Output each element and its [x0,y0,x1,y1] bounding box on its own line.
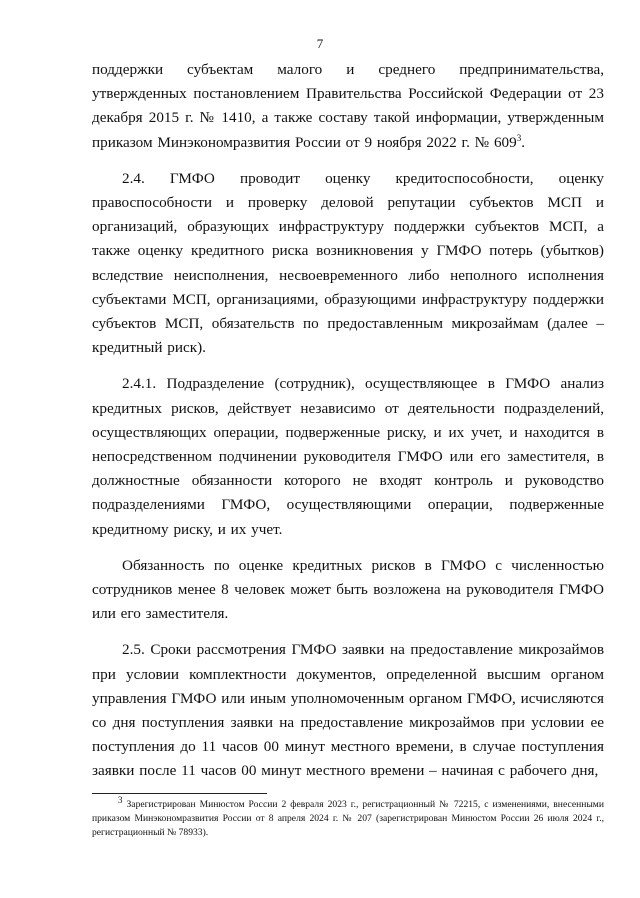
footnote-reference[interactable]: 3 [516,132,522,143]
paragraph-2-4: 2.4. ГМФО проводит оценку кредитоспособности, оценку правоспособности и проверку деловой репутации субъектов МСП и организаций, образующих инфраструктуру поддержки субъектов МСП, а также оценку кредитного риска возникновения у ГМФО потерь (убытков) вследствие неисполнения, несвоевременного либо неполного исполнения субъектами МСП, организациями, образующими инфраструктуру поддержки субъектов МСП, обязательств по предоставленным микрозаймам (далее – кредитный риск). [92,169,604,357]
footnote-body [92,794,604,840]
footnote [92,794,604,840]
paragraph-tail: . [521,133,526,151]
paragraph-2-5: 2.5. Сроки рассмотрения ГМФО заявки на предоставление микрозаймов при условии комплектности документов, определенной высшим органом управления ГМФО или иным уполномоченным органом ГМФО, исчисляются со дня поступления заявки на предоставление микрозаймов при условии ее поступления до 11 часов 00 минут местного времени, в случае поступления заявки после 11 часов 00 минут местного времени – начиная с рабочего дня, [92,641,604,780]
page-number: 7 [316,36,324,51]
footnote-marker: 3 [118,794,123,805]
paragraph-duty: Обязанность по оценке кредитных рисков в ГМФО с численностью сотрудников менее 8 человек может быть возложена на руководителя ГМФО или его заместителя. [92,556,604,623]
body-text [92,58,604,784]
footnote-text: Зарегистрирован Минюстом России 2 февраля 2023 г., регистрационный № 72215, с изменениями, внесенными приказом Минэкономразвития России от 8 апреля 2024 г. № 207 (зарегистрирован Минюстом России 26 июля 2024 г., регистрационный № 78933). [92,799,604,838]
paragraph-continuation [92,58,604,155]
paragraph-text: поддержки субъектам малого и среднего предпринимательства, утвержденных постановлением Правительства Российской Федерации от 23 декабря 2015 г. № 1410, а также составу такой информации, утвержденным приказом Минэкономразвития России от 9 ноября 2022 г. № 609 [92,61,604,151]
paragraph-2-4-1: 2.4.1. Подразделение (сотрудник), осуществляющее в ГМФО анализ кредитных рисков, действует независимо от деятельности подразделений, осуществляющих операции, подверженные риску, и их учет, и находится в непосредственном подчинении руководителя ГМФО или его заместителя, в должностные обязанности которого не входят контроль и руководство подразделениями ГМФО, осуществляющими операции, подверженные кредитному риску, и их учет. [92,375,604,538]
